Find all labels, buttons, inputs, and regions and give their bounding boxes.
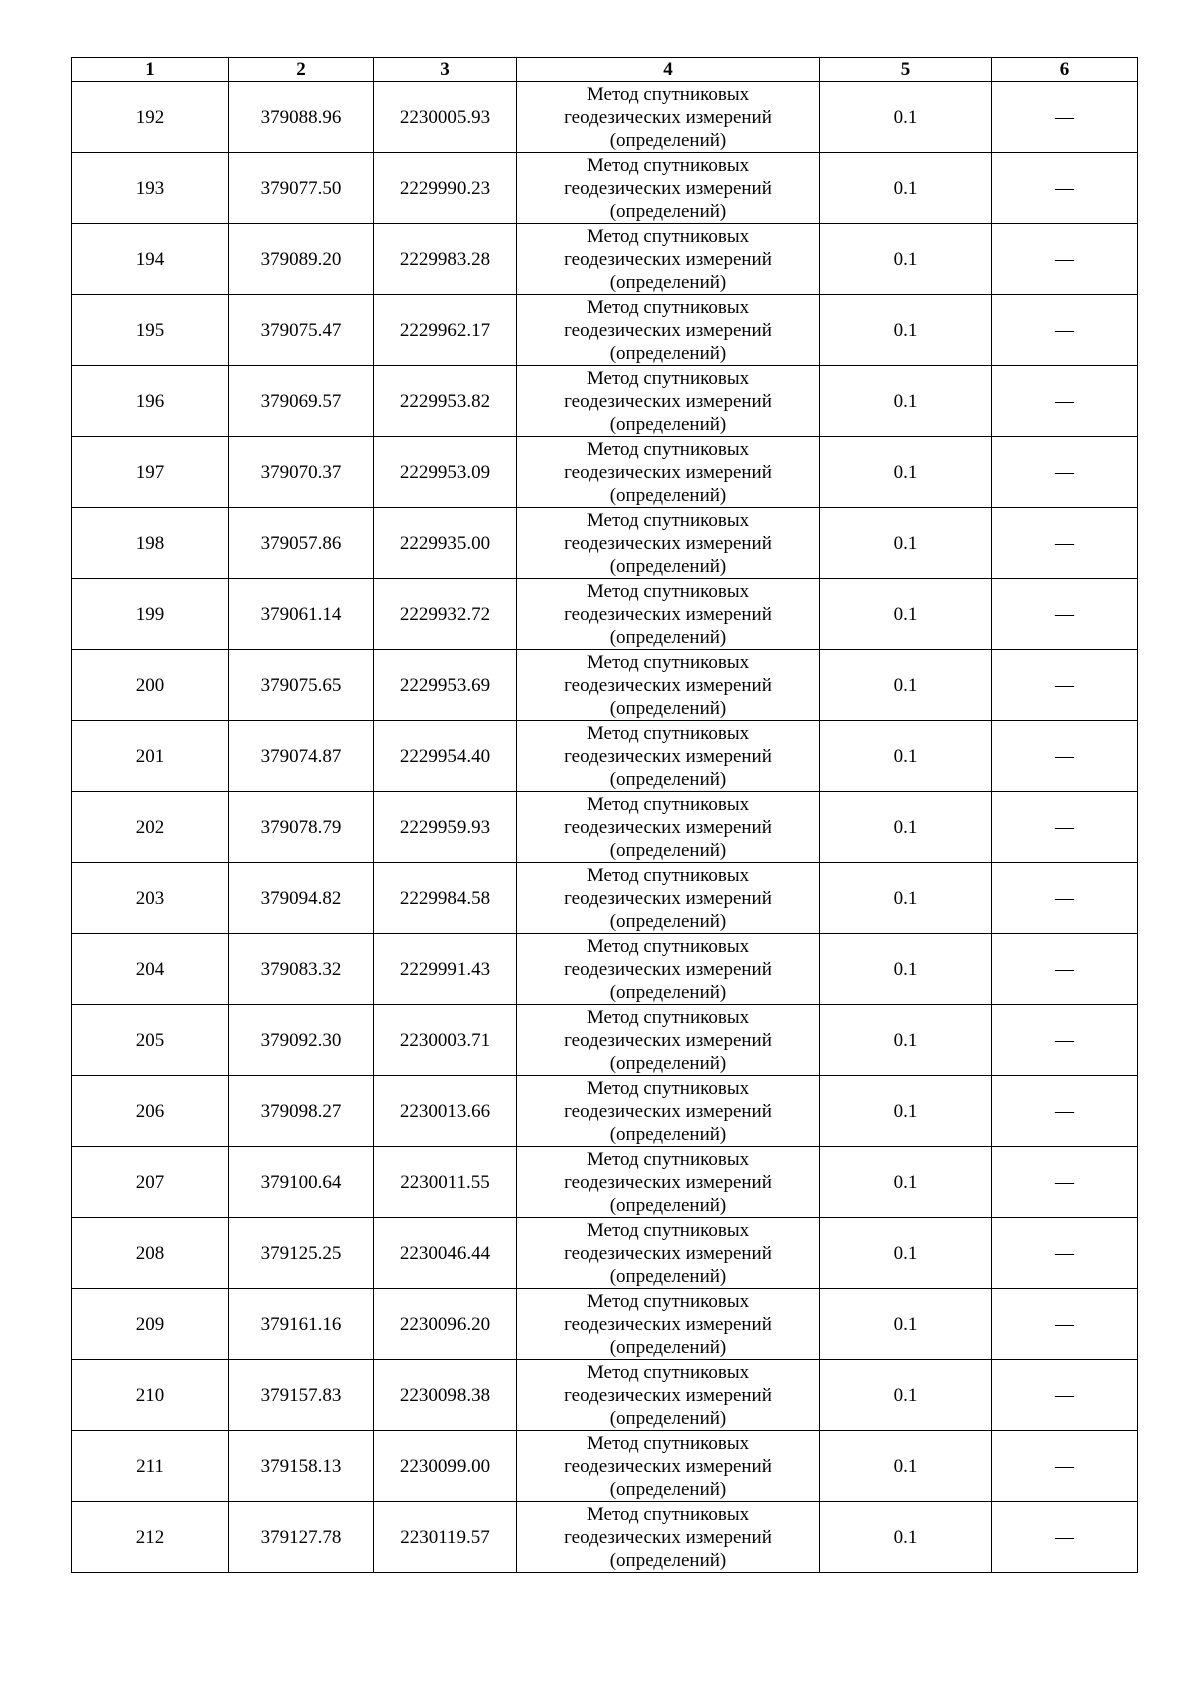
note-cell: — [992,1431,1138,1502]
table-body [72,82,1138,1573]
note-cell: — [992,650,1138,721]
table-row [72,863,1138,934]
method-text-line: (определений) [609,768,727,790]
method-cell [517,1289,820,1360]
coordinate-x-cell: 379089.20 [229,224,374,295]
point-number-cell: 212 [72,1502,229,1573]
method-text-line: (определений) [609,839,727,861]
method-text-line: Метод спутниковых [586,296,750,318]
point-number-cell: 205 [72,1005,229,1076]
table-row [72,1360,1138,1431]
header-col-5: 5 [820,58,992,82]
method-text-line: геодезических измерений [564,1384,772,1406]
accuracy-cell: 0.1 [820,1076,992,1147]
method-cell [517,1502,820,1573]
point-number-cell: 207 [72,1147,229,1218]
note-cell: — [992,224,1138,295]
method-text-line: Метод спутниковых [586,722,750,744]
point-number-cell: 206 [72,1076,229,1147]
method-text-line: геодезических измерений [564,816,772,838]
point-number-cell: 192 [72,82,229,153]
table-row [72,1147,1138,1218]
accuracy-cell: 0.1 [820,1360,992,1431]
table-row [72,437,1138,508]
coordinate-y-cell: 2229984.58 [374,863,517,934]
coordinate-y-cell: 2230005.93 [374,82,517,153]
method-cell [517,224,820,295]
accuracy-cell: 0.1 [820,1289,992,1360]
note-cell: — [992,721,1138,792]
method-text-line: Метод спутниковых [586,1503,750,1525]
coordinate-x-cell: 379075.65 [229,650,374,721]
method-text-line: Метод спутниковых [586,154,750,176]
method-cell [517,82,820,153]
table-row [72,82,1138,153]
method-text-line: (определений) [609,271,727,293]
note-cell: — [992,82,1138,153]
point-number-cell: 194 [72,224,229,295]
method-text-line: геодезических измерений [564,1100,772,1122]
method-text-line: геодезических измерений [564,1455,772,1477]
method-text-line: (определений) [609,1123,727,1145]
coordinates-table [71,57,1138,1573]
point-number-cell: 210 [72,1360,229,1431]
coordinate-y-cell: 2230003.71 [374,1005,517,1076]
method-text-line: Метод спутниковых [586,83,750,105]
method-text-line: геодезических измерений [564,674,772,696]
method-cell [517,934,820,1005]
coordinate-x-cell: 379092.30 [229,1005,374,1076]
coordinate-x-cell: 379158.13 [229,1431,374,1502]
accuracy-cell: 0.1 [820,1431,992,1502]
method-cell [517,1147,820,1218]
method-cell [517,153,820,224]
header-col-3: 3 [374,58,517,82]
method-text-line: Метод спутниковых [586,1290,750,1312]
note-cell: — [992,934,1138,1005]
coordinate-y-cell: 2229953.82 [374,366,517,437]
coordinate-x-cell: 379061.14 [229,579,374,650]
table-row [72,1005,1138,1076]
coordinate-x-cell: 379161.16 [229,1289,374,1360]
point-number-cell: 208 [72,1218,229,1289]
method-text-line: геодезических измерений [564,106,772,128]
note-cell: — [992,1076,1138,1147]
method-cell [517,366,820,437]
coordinate-y-cell: 2229932.72 [374,579,517,650]
method-text-line: геодезических измерений [564,1029,772,1051]
method-text-line: (определений) [609,484,727,506]
method-text-line: геодезических измерений [564,319,772,341]
table-row [72,295,1138,366]
method-text-line: Метод спутниковых [586,1006,750,1028]
accuracy-cell: 0.1 [820,650,992,721]
coordinate-y-cell: 2230096.20 [374,1289,517,1360]
method-cell [517,295,820,366]
coordinate-x-cell: 379070.37 [229,437,374,508]
method-text-line: Метод спутниковых [586,864,750,886]
method-cell [517,721,820,792]
point-number-cell: 196 [72,366,229,437]
point-number-cell: 198 [72,508,229,579]
coordinate-y-cell: 2229991.43 [374,934,517,1005]
method-cell [517,1431,820,1502]
coordinate-y-cell: 2230046.44 [374,1218,517,1289]
coordinate-y-cell: 2229962.17 [374,295,517,366]
note-cell: — [992,1147,1138,1218]
point-number-cell: 201 [72,721,229,792]
point-number-cell: 200 [72,650,229,721]
method-cell [517,579,820,650]
coordinate-y-cell: 2230013.66 [374,1076,517,1147]
note-cell: — [992,295,1138,366]
method-text-line: (определений) [609,1549,727,1571]
table-row [72,224,1138,295]
method-cell [517,650,820,721]
method-text-line: (определений) [609,697,727,719]
table-row [72,1076,1138,1147]
header-row [72,58,1138,82]
table-row [72,1502,1138,1573]
accuracy-cell: 0.1 [820,863,992,934]
table-row [72,1431,1138,1502]
method-cell [517,1218,820,1289]
coordinate-y-cell: 2230011.55 [374,1147,517,1218]
method-text-line: геодезических измерений [564,1313,772,1335]
method-text-line: Метод спутниковых [586,1219,750,1241]
method-text-line: (определений) [609,1407,727,1429]
coordinate-x-cell: 379057.86 [229,508,374,579]
method-text-line: геодезических измерений [564,461,772,483]
note-cell: — [992,792,1138,863]
method-cell [517,863,820,934]
method-cell [517,1360,820,1431]
method-cell [517,792,820,863]
note-cell: — [992,366,1138,437]
accuracy-cell: 0.1 [820,792,992,863]
method-cell [517,1076,820,1147]
note-cell: — [992,863,1138,934]
note-cell: — [992,1360,1138,1431]
method-text-line: геодезических измерений [564,1242,772,1264]
method-text-line: (определений) [609,1194,727,1216]
accuracy-cell: 0.1 [820,224,992,295]
method-text-line: Метод спутниковых [586,580,750,602]
table-row [72,792,1138,863]
accuracy-cell: 0.1 [820,721,992,792]
coordinate-x-cell: 379098.27 [229,1076,374,1147]
method-text-line: геодезических измерений [564,958,772,980]
note-cell: — [992,579,1138,650]
accuracy-cell: 0.1 [820,1147,992,1218]
method-text-line: геодезических измерений [564,1526,772,1548]
note-cell: — [992,1005,1138,1076]
accuracy-cell: 0.1 [820,437,992,508]
table-row [72,1289,1138,1360]
method-text-line: геодезических измерений [564,390,772,412]
header-col-1: 1 [72,58,229,82]
coordinate-x-cell: 379100.64 [229,1147,374,1218]
coordinate-y-cell: 2229953.69 [374,650,517,721]
header-col-2: 2 [229,58,374,82]
coordinate-x-cell: 379127.78 [229,1502,374,1573]
accuracy-cell: 0.1 [820,1005,992,1076]
coordinate-y-cell: 2230098.38 [374,1360,517,1431]
method-text-line: Метод спутниковых [586,651,750,673]
method-text-line: геодезических измерений [564,887,772,909]
method-text-line: (определений) [609,1478,727,1500]
note-cell: — [992,508,1138,579]
method-text-line: Метод спутниковых [586,1077,750,1099]
table-row [72,1218,1138,1289]
coordinate-x-cell: 379075.47 [229,295,374,366]
method-cell [517,1005,820,1076]
method-text-line: Метод спутниковых [586,1432,750,1454]
coordinate-x-cell: 379078.79 [229,792,374,863]
coordinate-x-cell: 379157.83 [229,1360,374,1431]
coordinate-x-cell: 379088.96 [229,82,374,153]
note-cell: — [992,153,1138,224]
point-number-cell: 199 [72,579,229,650]
accuracy-cell: 0.1 [820,366,992,437]
header-col-6: 6 [992,58,1138,82]
coordinate-y-cell: 2229990.23 [374,153,517,224]
point-number-cell: 193 [72,153,229,224]
point-number-cell: 204 [72,934,229,1005]
accuracy-cell: 0.1 [820,934,992,1005]
table-row [72,650,1138,721]
coordinate-y-cell: 2230119.57 [374,1502,517,1573]
method-text-line: геодезических измерений [564,532,772,554]
coordinate-x-cell: 379069.57 [229,366,374,437]
note-cell: — [992,1289,1138,1360]
accuracy-cell: 0.1 [820,295,992,366]
method-text-line: Метод спутниковых [586,438,750,460]
point-number-cell: 202 [72,792,229,863]
method-text-line: геодезических измерений [564,1171,772,1193]
table-row [72,153,1138,224]
method-text-line: (определений) [609,981,727,1003]
accuracy-cell: 0.1 [820,579,992,650]
point-number-cell: 197 [72,437,229,508]
table-row [72,366,1138,437]
coordinate-y-cell: 2229954.40 [374,721,517,792]
point-number-cell: 209 [72,1289,229,1360]
note-cell: — [992,437,1138,508]
method-text-line: (определений) [609,1336,727,1358]
accuracy-cell: 0.1 [820,153,992,224]
method-text-line: (определений) [609,413,727,435]
method-text-line: (определений) [609,1052,727,1074]
method-text-line: геодезических измерений [564,177,772,199]
table-row [72,934,1138,1005]
coordinate-y-cell: 2230099.00 [374,1431,517,1502]
method-text-line: Метод спутниковых [586,225,750,247]
accuracy-cell: 0.1 [820,1502,992,1573]
coordinate-x-cell: 379083.32 [229,934,374,1005]
note-cell: — [992,1502,1138,1573]
method-cell [517,508,820,579]
header-col-4: 4 [517,58,820,82]
coordinate-x-cell: 379094.82 [229,863,374,934]
coordinate-x-cell: 379074.87 [229,721,374,792]
method-text-line: Метод спутниковых [586,367,750,389]
method-text-line: (определений) [609,910,727,932]
point-number-cell: 195 [72,295,229,366]
method-text-line: Метод спутниковых [586,509,750,531]
coordinate-y-cell: 2229983.28 [374,224,517,295]
note-cell: — [992,1218,1138,1289]
table-row [72,508,1138,579]
coordinate-y-cell: 2229953.09 [374,437,517,508]
method-cell [517,437,820,508]
method-text-line: (определений) [609,1265,727,1287]
point-number-cell: 203 [72,863,229,934]
method-text-line: (определений) [609,555,727,577]
method-text-line: (определений) [609,129,727,151]
coordinate-y-cell: 2229935.00 [374,508,517,579]
method-text-line: геодезических измерений [564,248,772,270]
table-header [72,58,1138,82]
coordinate-x-cell: 379077.50 [229,153,374,224]
accuracy-cell: 0.1 [820,82,992,153]
method-text-line: Метод спутниковых [586,793,750,815]
method-text-line: Метод спутниковых [586,1148,750,1170]
method-text-line: (определений) [609,626,727,648]
point-number-cell: 211 [72,1431,229,1502]
method-text-line: геодезических измерений [564,603,772,625]
table-row [72,579,1138,650]
method-text-line: (определений) [609,200,727,222]
method-text-line: Метод спутниковых [586,935,750,957]
table-row [72,721,1138,792]
coordinate-x-cell: 379125.25 [229,1218,374,1289]
coordinate-y-cell: 2229959.93 [374,792,517,863]
method-text-line: геодезических измерений [564,745,772,767]
method-text-line: (определений) [609,342,727,364]
method-text-line: Метод спутниковых [586,1361,750,1383]
accuracy-cell: 0.1 [820,1218,992,1289]
accuracy-cell: 0.1 [820,508,992,579]
